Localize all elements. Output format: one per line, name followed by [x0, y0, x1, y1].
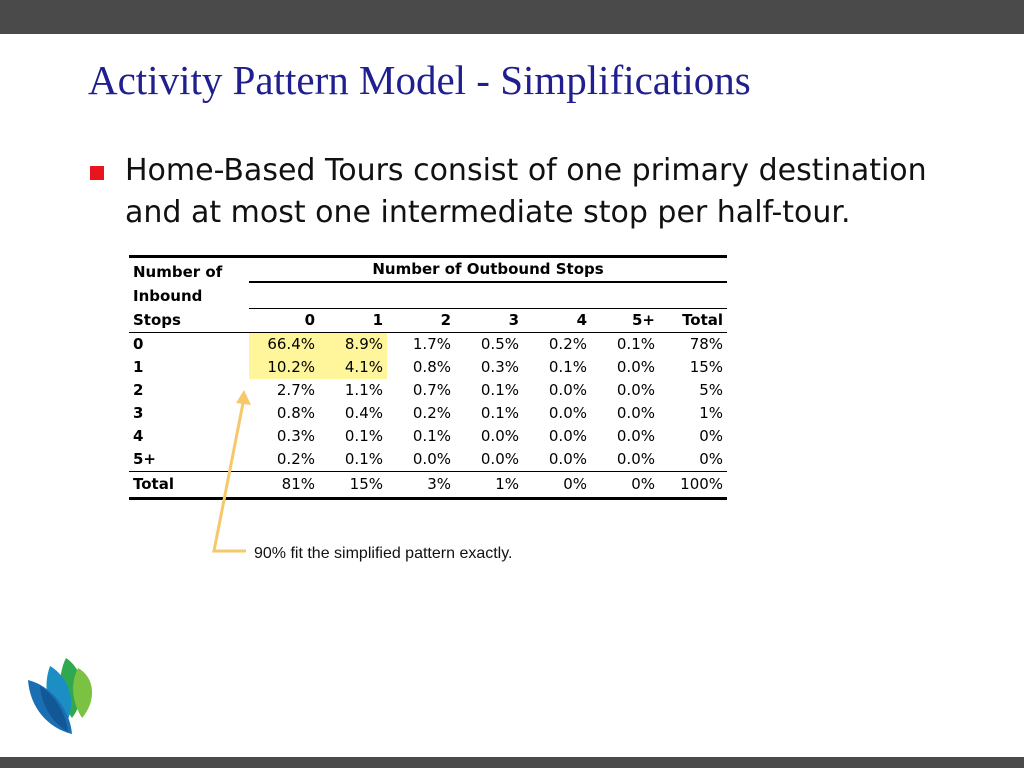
table-cell: 0.3%	[480, 358, 519, 376]
table-cell: 1%	[699, 404, 724, 422]
table-cell: 0.4%	[344, 404, 383, 422]
table-cell: 8.9%	[319, 333, 387, 357]
table-cell: 4.1%	[319, 356, 387, 379]
slide-title: Activity Pattern Model - Simplifications	[88, 57, 751, 103]
column-header: Total	[659, 309, 727, 333]
callout-arrowhead	[236, 390, 251, 405]
table-cell: 0.0%	[616, 404, 655, 422]
table-cell: 0.3%	[276, 427, 315, 445]
total-label: Total	[129, 472, 249, 499]
table-cell: 1.1%	[344, 381, 383, 399]
table-cell: 0%	[523, 472, 591, 499]
table-cell: 0.0%	[480, 427, 519, 445]
table-cell: 78%	[689, 335, 724, 353]
table-cell: 3%	[387, 472, 455, 499]
column-header: 2	[387, 309, 455, 333]
table-cell: 0%	[699, 427, 724, 445]
table-cell: 0%	[591, 472, 659, 499]
table-cell: 0.0%	[548, 450, 587, 468]
row-label: 4	[133, 427, 144, 445]
leaf-logo-icon	[26, 656, 96, 736]
table-cell: 15%	[319, 472, 387, 499]
column-header: 0	[249, 309, 319, 333]
column-header: 1	[319, 309, 387, 333]
table-cell: 0.1%	[412, 427, 451, 445]
callout-note: 90% fit the simplified pattern exactly.	[254, 545, 513, 562]
table-cell: 0.8%	[412, 358, 451, 376]
row-header: Number of Inbound Stops	[129, 257, 249, 333]
column-group-header: Number of Outbound Stops	[249, 257, 727, 283]
table-cell: 0.0%	[548, 427, 587, 445]
table-cell: 0.1%	[480, 381, 519, 399]
table-cell: 15%	[689, 358, 724, 376]
row-label: 3	[133, 404, 144, 422]
table-cell: 0.0%	[616, 427, 655, 445]
table-cell: 0.0%	[616, 450, 655, 468]
row-label: 2	[133, 381, 144, 399]
table-cell: 0.1%	[344, 427, 383, 445]
table-cell: 0.0%	[412, 450, 451, 468]
table-cell: 0.1%	[548, 358, 587, 376]
table-cell: 0.2%	[412, 404, 451, 422]
table-cell: 100%	[659, 472, 727, 499]
table-cell: 0.0%	[616, 358, 655, 376]
table-cell: 81%	[249, 472, 319, 499]
table-cell: 1.7%	[412, 335, 451, 353]
table-cell: 0.7%	[412, 381, 451, 399]
table-cell: 0.0%	[548, 404, 587, 422]
table-cell: 2.7%	[276, 381, 315, 399]
column-header: 4	[523, 309, 591, 333]
table-cell: 0.0%	[616, 381, 655, 399]
table-cell: 0.2%	[548, 335, 587, 353]
table-cell: 0.2%	[276, 450, 315, 468]
row-label: 5+	[133, 450, 157, 468]
column-header: 5+	[591, 309, 659, 333]
bullet-text: Home-Based Tours consist of one primary destination and at most one intermediate stop per half-tour.	[125, 153, 927, 230]
table-cell: 0.0%	[480, 450, 519, 468]
row-label: 0	[133, 335, 144, 353]
table-cell: 5%	[699, 381, 724, 399]
table-cell: 0.1%	[344, 450, 383, 468]
table-cell: 0.1%	[480, 404, 519, 422]
table-cell: 0.5%	[480, 335, 519, 353]
table-cell: 0.8%	[276, 404, 315, 422]
column-header: 3	[455, 309, 523, 333]
table-cell: 0%	[699, 450, 724, 468]
table-cell: 0.1%	[616, 335, 655, 353]
table-cell: 66.4%	[249, 333, 319, 357]
table-cell: 0.0%	[548, 381, 587, 399]
bottom-bar	[0, 757, 1024, 768]
callout-arrow-line	[214, 398, 246, 551]
table-cell: 1%	[455, 472, 523, 499]
table-cell: 10.2%	[249, 356, 319, 379]
row-label: 1	[133, 358, 144, 376]
